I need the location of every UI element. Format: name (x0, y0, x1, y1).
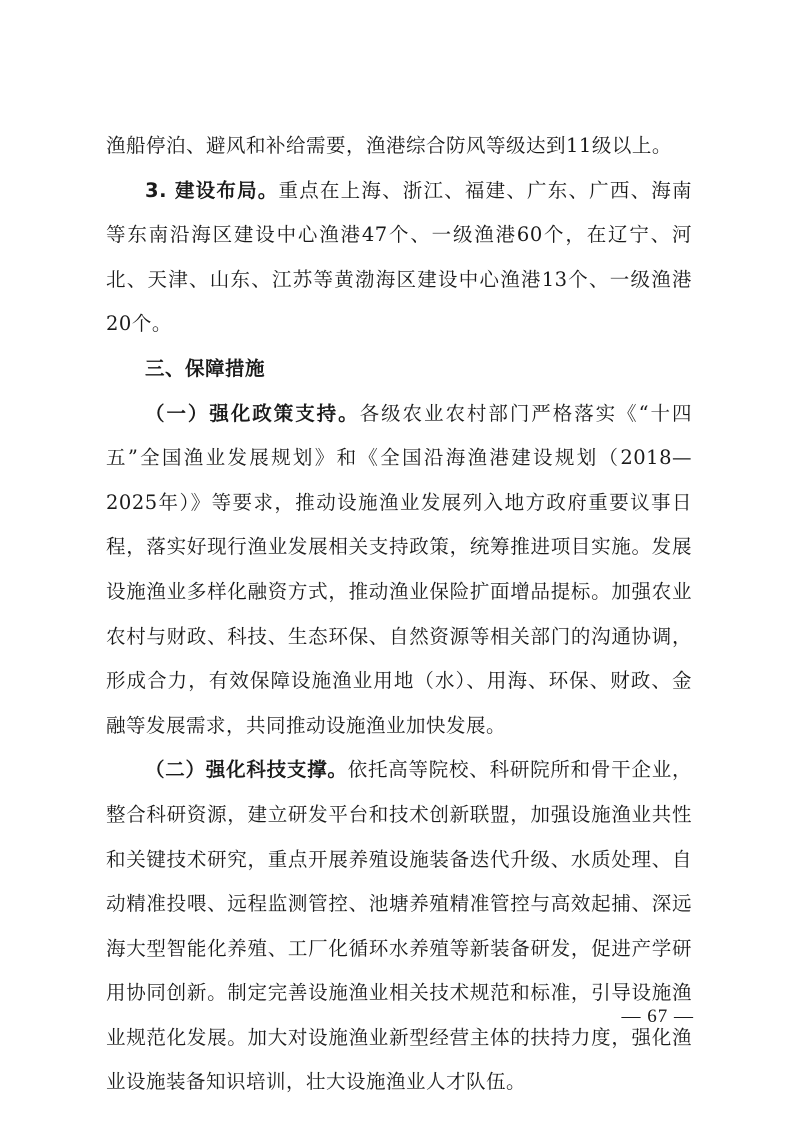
section-heading: 三、保障措施 (145, 356, 266, 380)
paragraph-lead: （二）强化科技支撑。 (145, 758, 348, 782)
paragraph-text: 重点在上海、浙江、福建、广东、广西、海南等东南沿海区建设中心渔港47个、一级渔港60个，在辽宁、河北、天津、山东、江苏等黄渤海区建设中心渔港13个、一级渔港20个。 (106, 178, 692, 336)
paragraph-tech-support (106, 748, 692, 1105)
paragraph-continuation (106, 124, 692, 169)
paragraph-lead: （一）强化政策支持。 (145, 401, 360, 425)
paragraph-text: 各级农业农村部门严格落实《“十四五”全国渔业发展规划》和《全国沿海渔港建设规划（2018—2025年）》等要求，推动设施渔业发展列入地方政府重要议事日程，落实好现行渔业发展相关支持政策，统筹推进项目实施。发展设施渔业多样化融资方式，推动渔业保险扩面增品提标。加强农业农村与财政、科技、生态环保、自然资源等相关部门的沟通协调，形成合力，有效保障设施渔业用地（水）、用海、环保、财政、金融等发展需求，共同推动设施渔业加快发展。 (106, 401, 692, 737)
paragraph-text: 渔船停泊、避风和补给需要，渔港综合防风等级达到11级以上。 (106, 134, 672, 157)
paragraph-construction-layout (106, 169, 692, 347)
paragraph-lead: 3. 建设布局。 (145, 178, 279, 202)
paragraph-policy-support (106, 392, 692, 749)
page-number: — 67 — (621, 1006, 694, 1027)
paragraph-text: 依托高等院校、科研院所和骨干企业，整合科研资源，建立研发平台和技术创新联盟，加强设施渔业共性和关键技术研究，重点开展养殖设施装备迭代升级、水质处理、自动精准投喂、远程监测管控、池塘养殖精准管控与高效起捕、深远海大型智能化养殖、工厂化循环水养殖等新装备研发，促进产学研用协同创新。制定完善设施渔业相关技术规范和标准，引导设施渔业规范化发展。加大对设施渔业新型经营主体的扶持力度，强化渔业设施装备知识培训，壮大设施渔业人才队伍。 (106, 758, 692, 1094)
document-body (106, 124, 692, 1105)
